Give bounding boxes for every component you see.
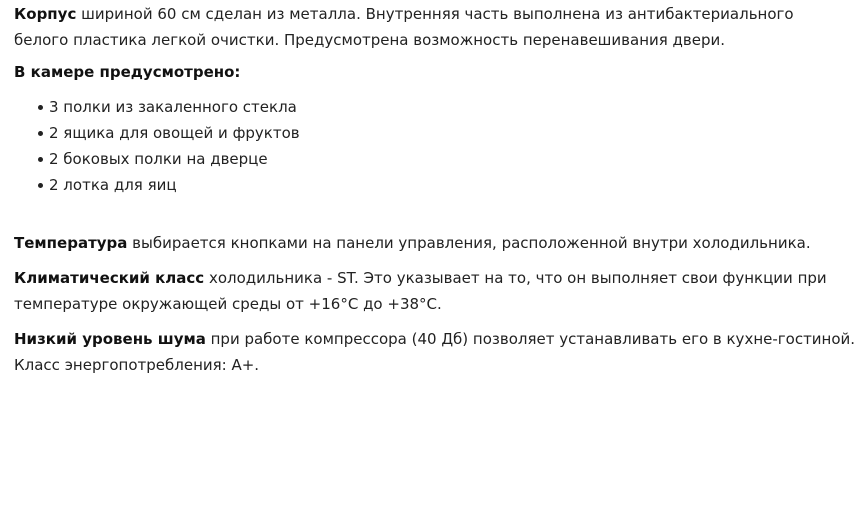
list-item: 3 полки из закаленного стекла (38, 94, 868, 120)
body-paragraph-temperature (14, 230, 814, 256)
paragraph-lead: Низкий уровень шума (14, 330, 206, 348)
paragraph-lead: Корпус (14, 5, 77, 23)
paragraph-text: выбирается кнопками на панели управления, расположенной внутри холодильника. (127, 234, 811, 252)
paragraph-lead: Климатический класс (14, 269, 205, 287)
list-item: 2 лотка для яиц (38, 172, 868, 198)
paragraph-lead: Температура (14, 234, 128, 252)
paragraph-text: холодильника - ST. Это указывает на то, что он выполняет свои функции при температуре окружающей среды от +16°C до +38°C. (14, 269, 827, 313)
body-paragraph-climate-class (14, 265, 859, 317)
list-item: 2 ящика для овощей и фруктов (38, 120, 868, 146)
feature-list (14, 94, 868, 198)
list-item: 2 боковых полки на дверце (38, 146, 868, 172)
body-paragraph-noise (14, 326, 859, 378)
section-heading: В камере предусмотрено: (14, 63, 241, 81)
paragraph-text: шириной 60 см сделан из металла. Внутренняя часть выполнена из антибактериального белого пластика легкой очистки. Предусмотрена возможность перенавешивания двери. (14, 5, 794, 49)
body-paragraph-case (14, 0, 804, 53)
paragraph-text: при работе компрессора (40 Дб) позволяет устанавливать его в кухне-гостиной. Класс энергопотребления: А+. (14, 330, 856, 374)
